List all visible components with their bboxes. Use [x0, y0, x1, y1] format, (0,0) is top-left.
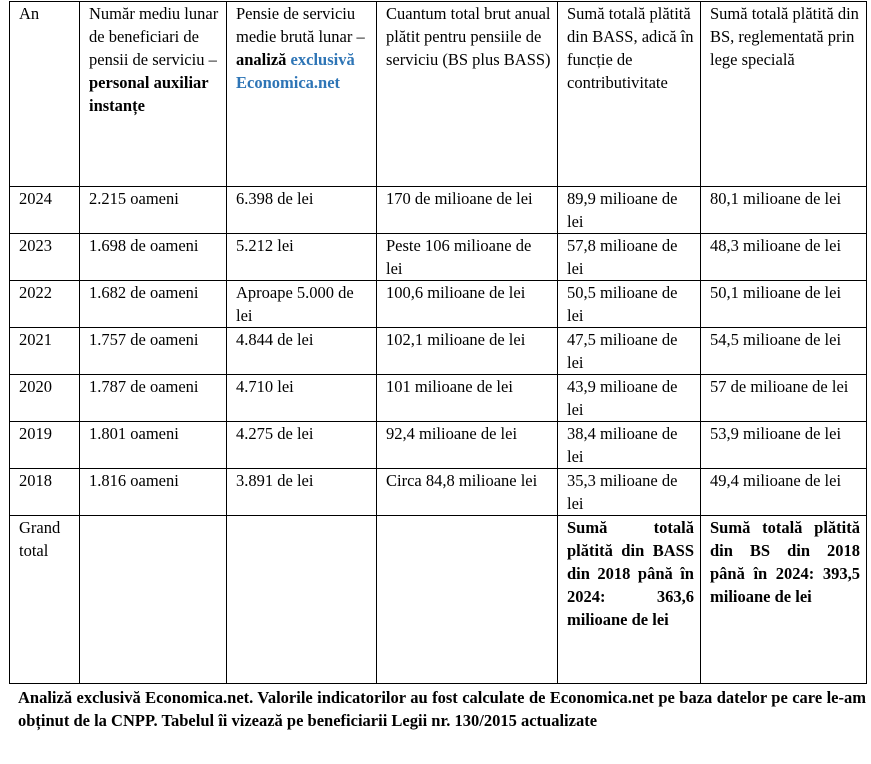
cell-bass: 50,5 milioane de lei — [558, 281, 701, 328]
cell-beneficiaries: 1.698 de oameni — [80, 234, 227, 281]
table-row — [10, 187, 867, 234]
grand-total-empty — [227, 516, 377, 684]
header-total-gross: Cuantum total brut anual plătit pentru pensiile de serviciu (BS plus BASS) — [377, 2, 558, 187]
cell-bs: 57 de milioane de lei — [701, 375, 867, 422]
pensions-table — [9, 1, 867, 684]
cell-bs: 48,3 milioane de lei — [701, 234, 867, 281]
header-year: An — [10, 2, 80, 187]
grand-total-bs: Sumă totală plătită din BS din 2018 până în 2024: 393,5 milioane de lei — [701, 516, 867, 684]
header-bs-total: Sumă totală plătită din BS, reglementată prin lege specială — [701, 2, 867, 187]
grand-total-bass: Sumă totală plătită din BASS din 2018 până în 2024: 363,6 milioane de lei — [558, 516, 701, 684]
cell-bs: 54,5 milioane de lei — [701, 328, 867, 375]
cell-total: Circa 84,8 milioane lei — [377, 469, 558, 516]
cell-pension: 6.398 de lei — [227, 187, 377, 234]
cell-total: 102,1 milioane de lei — [377, 328, 558, 375]
cell-bass: 89,9 milioane de lei — [558, 187, 701, 234]
cell-total: 100,6 milioane de lei — [377, 281, 558, 328]
cell-year: 2021 — [10, 328, 80, 375]
cell-total: 170 de milioane de lei — [377, 187, 558, 234]
cell-pension: 4.710 lei — [227, 375, 377, 422]
cell-bass: 43,9 milioane de lei — [558, 375, 701, 422]
cell-total: 101 milioane de lei — [377, 375, 558, 422]
header-bass-total: Sumă totală plătită din BASS, adică în funcție de contributivitate — [558, 2, 701, 187]
cell-beneficiaries: 1.801 oameni — [80, 422, 227, 469]
header-beneficiaries: Număr mediu lunar de beneficiari de pensii de serviciu – personal auxiliar instanțe — [80, 2, 227, 187]
header-pension: Pensie de serviciu medie brută lunar – analiză exclusivă Economica.net — [227, 2, 377, 187]
table-row — [10, 422, 867, 469]
header-row — [10, 2, 867, 187]
cell-pension: Aproape 5.000 de lei — [227, 281, 377, 328]
cell-year: 2023 — [10, 234, 80, 281]
footnote: Analiză exclusivă Economica.net. Valorile indicatorilor au fost calculate de Economica.net pe baza datelor pe care le-am obținut de la CNPP. Tabelul îi vizează pe beneficiarii Legii nr. 130/2015 actualizate — [18, 688, 866, 730]
cell-pension: 5.212 lei — [227, 234, 377, 281]
cell-year: 2018 — [10, 469, 80, 516]
cell-bass: 57,8 milioane de lei — [558, 234, 701, 281]
cell-bass: 38,4 milioane de lei — [558, 422, 701, 469]
cell-bass: 35,3 milioane de lei — [558, 469, 701, 516]
grand-total-empty — [80, 516, 227, 684]
cell-beneficiaries: 1.682 de oameni — [80, 281, 227, 328]
cell-total: 92,4 milioane de lei — [377, 422, 558, 469]
cell-beneficiaries: 1.757 de oameni — [80, 328, 227, 375]
cell-beneficiaries: 1.816 oameni — [80, 469, 227, 516]
table-row — [10, 469, 867, 516]
cell-bs: 49,4 milioane de lei — [701, 469, 867, 516]
cell-beneficiaries: 1.787 de oameni — [80, 375, 227, 422]
cell-bass: 47,5 milioane de lei — [558, 328, 701, 375]
cell-beneficiaries: 2.215 oameni — [80, 187, 227, 234]
grand-total-label: Grand total — [10, 516, 80, 684]
cell-year: 2022 — [10, 281, 80, 328]
cell-total: Peste 106 milioane de lei — [377, 234, 558, 281]
table-row — [10, 375, 867, 422]
cell-pension: 3.891 de lei — [227, 469, 377, 516]
cell-year: 2020 — [10, 375, 80, 422]
cell-year: 2024 — [10, 187, 80, 234]
cell-bs: 80,1 milioane de lei — [701, 187, 867, 234]
table-row — [10, 328, 867, 375]
grand-total-row — [10, 516, 867, 684]
cell-pension: 4.275 de lei — [227, 422, 377, 469]
grand-total-empty — [377, 516, 558, 684]
cell-bs: 50,1 milioane de lei — [701, 281, 867, 328]
table-row — [10, 281, 867, 328]
cell-bs: 53,9 milioane de lei — [701, 422, 867, 469]
cell-year: 2019 — [10, 422, 80, 469]
cell-pension: 4.844 de lei — [227, 328, 377, 375]
table-row — [10, 234, 867, 281]
